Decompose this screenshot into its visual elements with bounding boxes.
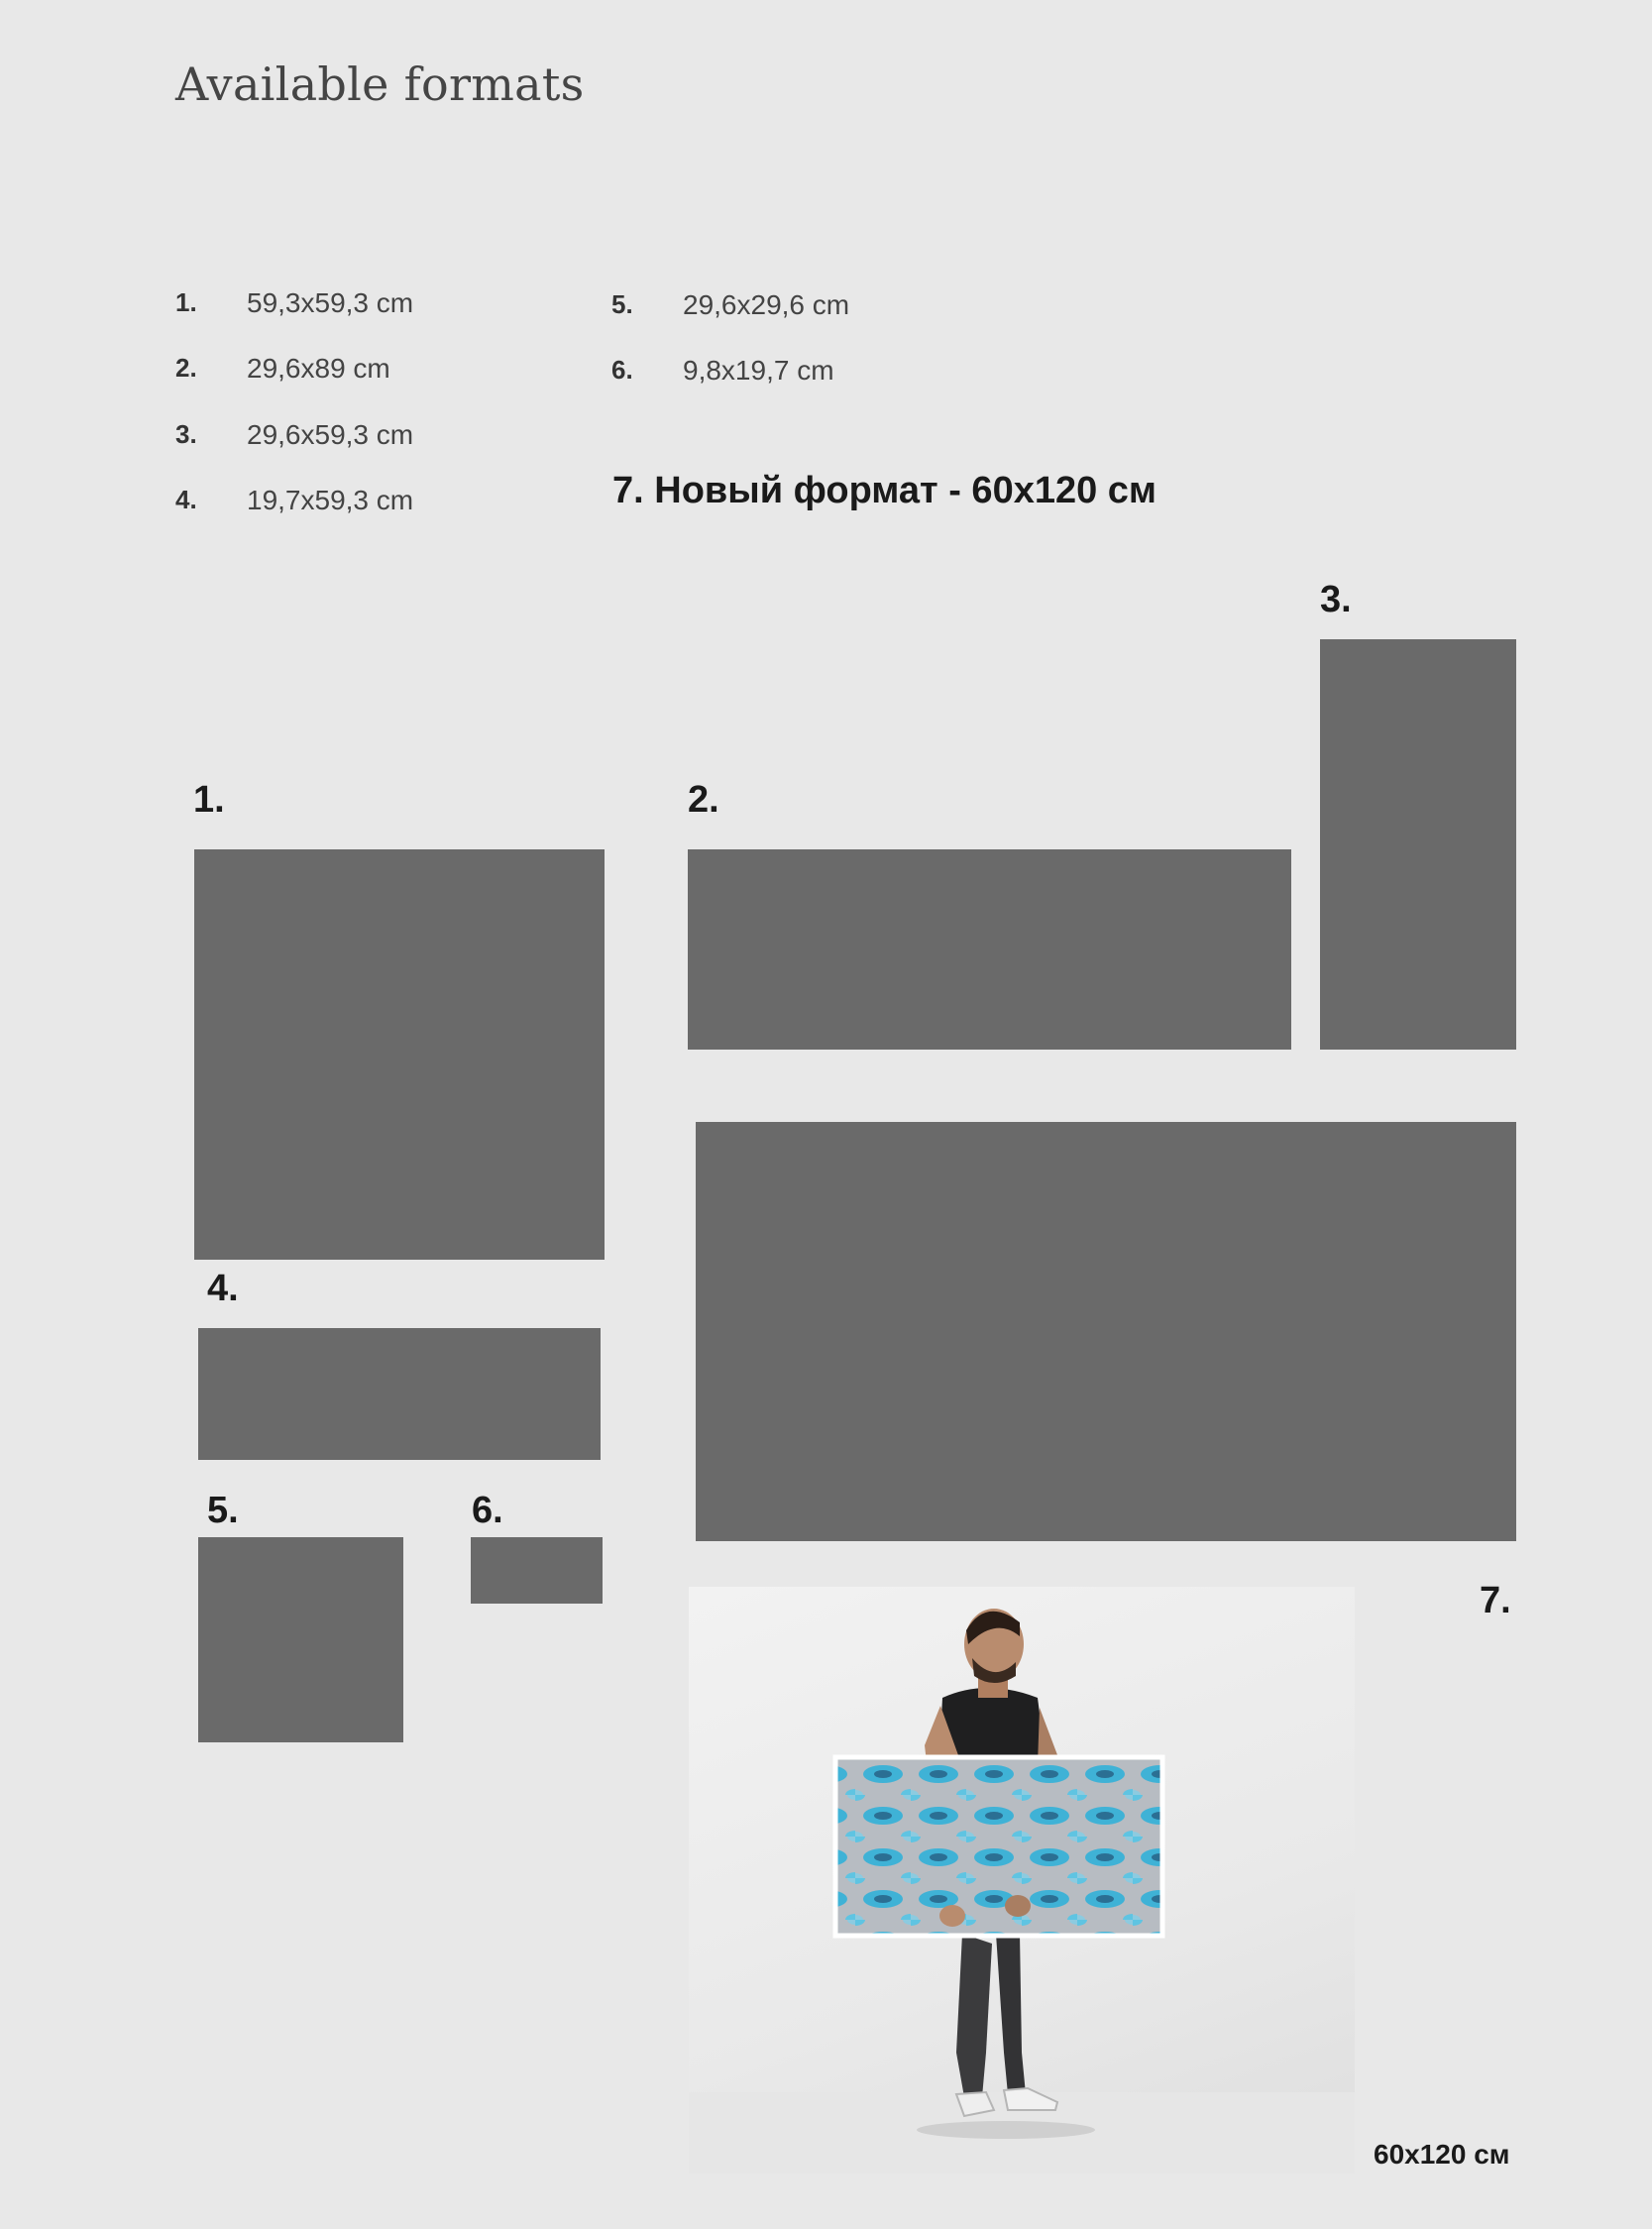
format-label-3: 3. xyxy=(1320,579,1352,620)
format-box-5 xyxy=(198,1537,403,1742)
spec-value: 29,6x29,6 cm xyxy=(683,289,850,320)
spec-number: 5. xyxy=(611,289,633,319)
spec-number: 2. xyxy=(175,353,197,383)
photo-caption: 60x120 см xyxy=(1374,2139,1510,2170)
spec-value: 9,8x19,7 cm xyxy=(683,355,834,386)
person-holding-panel-illustration xyxy=(689,1587,1355,2173)
spec-number: 6. xyxy=(611,355,633,385)
format-box-1 xyxy=(194,849,605,1260)
format-box-4 xyxy=(198,1328,601,1460)
format-box-6 xyxy=(471,1537,603,1604)
new-format-heading: 7. Новый формат - 60x120 см xyxy=(612,470,1157,511)
format-label-2: 2. xyxy=(688,779,719,821)
page-title: Available formats xyxy=(175,57,585,111)
model-photo xyxy=(689,1587,1355,2173)
format-label-7: 7. xyxy=(1480,1580,1511,1621)
spec-value: 29,6x59,3 cm xyxy=(247,419,414,450)
spec-value: 19,7x59,3 cm xyxy=(247,485,414,515)
format-box-7 xyxy=(696,1122,1516,1541)
format-box-2 xyxy=(688,849,1291,1050)
format-label-1: 1. xyxy=(193,779,225,821)
spec-value: 59,3x59,3 cm xyxy=(247,287,414,318)
format-box-3 xyxy=(1320,639,1516,1050)
spec-number: 4. xyxy=(175,485,197,514)
spec-number: 3. xyxy=(175,419,197,449)
format-label-4: 4. xyxy=(207,1268,239,1309)
spec-number: 1. xyxy=(175,287,197,317)
spec-value: 29,6x89 cm xyxy=(247,353,390,384)
format-label-6: 6. xyxy=(472,1490,503,1531)
format-label-5: 5. xyxy=(207,1490,239,1531)
